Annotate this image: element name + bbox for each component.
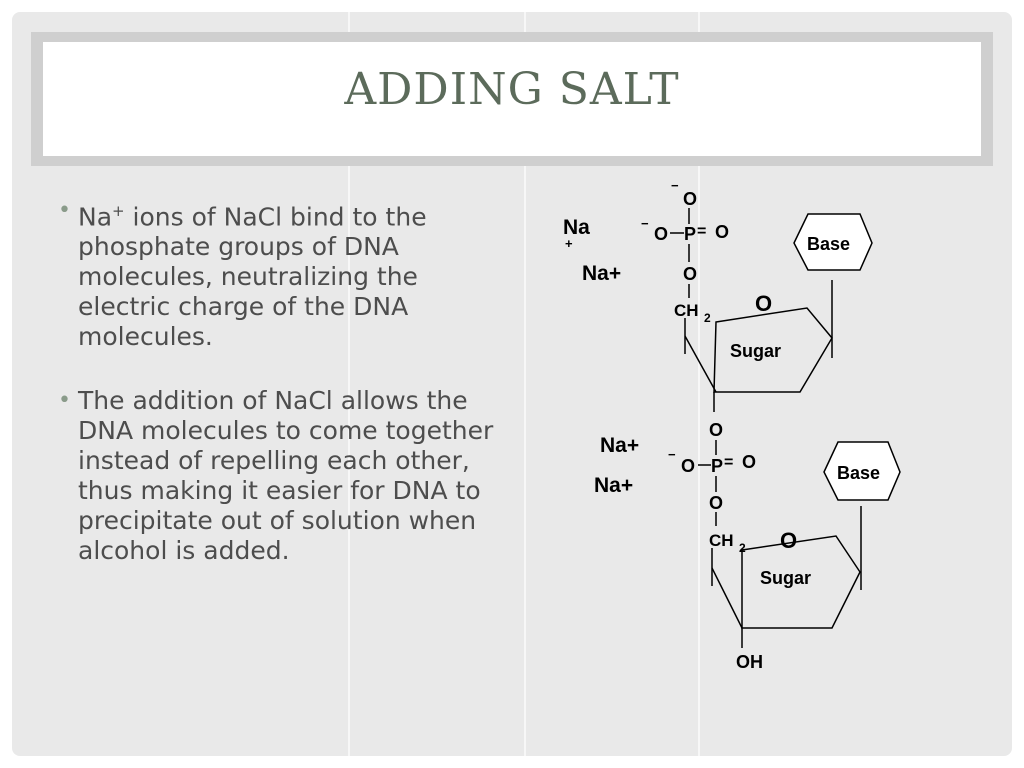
ring-oxygen-label: O <box>780 528 798 553</box>
bullet-list <box>56 196 496 600</box>
bullet-item <box>56 196 496 352</box>
base-label: Base <box>807 234 851 254</box>
ch2-label: CH <box>709 531 734 550</box>
oxygen-label: O <box>683 264 698 284</box>
bullet-text: ions of NaCl bind to the phosphate groups of DNA molecules, neutralizing the electric charge of the DNA molecules. <box>78 202 427 352</box>
base-label: Base <box>837 463 881 483</box>
bond <box>712 568 742 628</box>
dna-diagram <box>540 170 920 690</box>
double-bond: = <box>724 454 734 471</box>
minus-sign: − <box>671 178 679 193</box>
bond <box>685 336 716 392</box>
slide-title: ADDING SALT <box>344 64 680 115</box>
oxygen-label: O <box>715 222 730 242</box>
sodium-ion: Na+ <box>582 262 622 285</box>
sodium-charge: + <box>565 236 573 251</box>
minus-sign: − <box>641 216 649 231</box>
oxygen-label: O <box>654 224 669 244</box>
oxygen-label: O <box>742 452 757 472</box>
bullet-prefix: Na <box>78 202 113 232</box>
bullet-marker: • <box>58 388 71 414</box>
double-bond: = <box>697 223 707 240</box>
ch2-subscript: 2 <box>704 311 711 325</box>
ch2-label: CH <box>674 301 699 320</box>
bullet-superscript: + <box>112 202 125 220</box>
ch2-subscript: 2 <box>739 541 746 555</box>
phosphorus-label: P <box>711 456 724 476</box>
ring-oxygen-label: O <box>755 291 773 316</box>
bullet-item <box>56 386 496 566</box>
sodium-ion: Na+ <box>594 474 634 497</box>
oxygen-label: O <box>681 456 696 476</box>
title-frame <box>31 32 993 166</box>
bullet-marker: • <box>58 198 71 223</box>
title-box <box>43 42 981 156</box>
sodium-ion: Na+ <box>600 434 640 457</box>
sodium-ion: Na <box>563 216 590 239</box>
sugar-label: Sugar <box>730 341 782 361</box>
sugar-label: Sugar <box>760 568 812 588</box>
oxygen-label: O <box>683 189 698 209</box>
minus-sign: − <box>668 447 676 462</box>
phosphorus-label: P <box>684 224 697 244</box>
oxygen-label: O <box>709 420 724 440</box>
oxygen-label: O <box>709 493 724 513</box>
hydroxyl-label: OH <box>736 652 763 672</box>
bullet-text: The addition of NaCl allows the DNA molecules to come together instead of repelling each other, thus making it easier for DNA to precipitate out of solution when alcohol is added. <box>78 386 494 566</box>
